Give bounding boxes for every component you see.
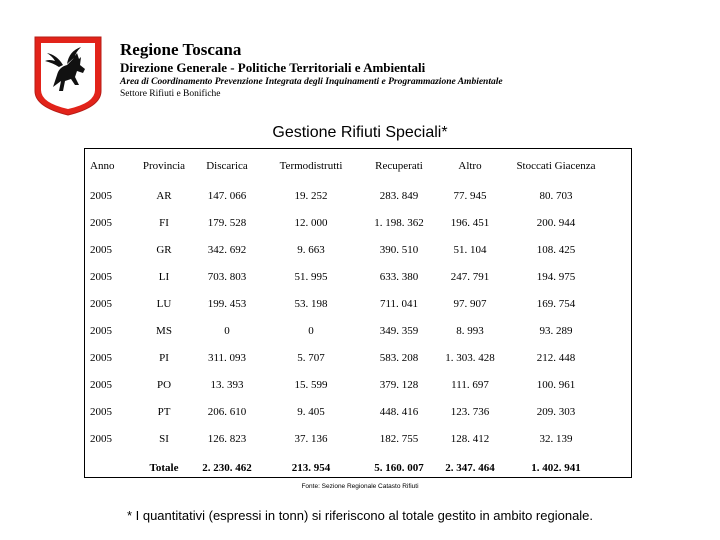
cell-provincia: AR [156,189,172,202]
column-header-anno: Anno [90,160,115,172]
cell-stoccati: 100. 961 [536,378,576,391]
cell-anno: 2005 [90,432,112,445]
cell-anno: 2005 [90,270,112,283]
total-recuperati: 5. 160. 007 [374,462,424,474]
cell-termodistrutti: 37. 136 [294,432,328,445]
waste-data-table [90,150,608,484]
table-row [90,344,608,371]
cell-altro: 123. 736 [450,405,490,418]
cell-provincia: PO [156,378,172,391]
cell-stoccati: 212. 448 [536,351,576,364]
cell-provincia: PT [157,405,171,418]
table-row [90,371,608,398]
cell-termodistrutti: 9. 405 [297,405,325,418]
table-row [90,263,608,290]
table-row [90,182,608,209]
cell-provincia: FI [159,216,169,229]
cell-termodistrutti: 53. 198 [294,297,328,310]
organization-header [120,40,700,100]
cell-stoccati: 108. 425 [536,243,576,256]
cell-altro: 97. 907 [453,297,487,310]
cell-provincia: LU [156,297,172,310]
cell-discarica: 703. 803 [207,270,247,283]
column-header-termodistrutti: Termodistrutti [279,160,343,172]
cell-anno: 2005 [90,405,112,418]
cell-recuperati: 1. 198. 362 [374,216,424,229]
column-header-recuperati: Recuperati [375,160,423,172]
cell-recuperati: 448. 416 [379,405,419,418]
cell-discarica: 147. 066 [207,189,247,202]
cell-stoccati: 32. 139 [539,432,573,445]
table-header-row [90,150,608,182]
cell-recuperati: 583. 208 [379,351,419,364]
cell-provincia: SI [159,432,169,445]
cell-discarica: 311. 093 [207,351,247,364]
cell-anno: 2005 [90,216,112,229]
total-label: Totale [149,462,179,474]
cell-altro: 1. 303. 428 [445,351,495,364]
cell-altro: 111. 697 [451,378,489,391]
table-row [90,236,608,263]
cell-altro: 77. 945 [453,189,487,202]
cell-empty [90,452,134,484]
cell-provincia: LI [158,270,170,283]
total-stoccati: 1. 402. 941 [531,462,581,474]
cell-altro: 51. 104 [453,243,487,256]
cell-stoccati: 80. 703 [539,189,573,202]
total-termodistrutti: 213. 954 [291,462,331,474]
cell-termodistrutti: 12. 000 [294,216,328,229]
cell-recuperati: 633. 380 [379,270,419,283]
table-row [90,209,608,236]
cell-recuperati: 283. 849 [379,189,419,202]
cell-discarica: 13. 393 [210,378,244,391]
cell-altro: 128. 412 [450,432,490,445]
cell-recuperati: 390. 510 [379,243,419,256]
cell-anno: 2005 [90,378,112,391]
table-row [90,317,608,344]
cell-termodistrutti: 5. 707 [297,351,325,364]
cell-stoccati: 200. 944 [536,216,576,229]
cell-recuperati: 349. 359 [379,324,419,337]
organization-name: Regione Toscana [120,40,242,59]
regione-toscana-logo [33,35,103,117]
cell-provincia: MS [156,324,172,337]
cell-altro: 196. 451 [450,216,490,229]
cell-anno: 2005 [90,243,112,256]
cell-altro: 247. 791 [450,270,490,283]
source-note: Fonte: Sezione Regionale Catasto Rifiuti [301,483,419,490]
sector-name: Settore Rifiuti e Bonifiche [120,89,221,99]
total-row [90,452,608,484]
column-header-provincia: Provincia [142,160,186,172]
cell-discarica: 179. 528 [207,216,247,229]
department-name: Direzione Generale - Politiche Territoriali e Ambientali [120,60,426,75]
cell-termodistrutti: 51. 995 [294,270,328,283]
cell-discarica: 206. 610 [207,405,247,418]
column-header-altro: Altro [458,160,482,172]
footnote: * I quantitativi (espressi in tonn) si riferiscono al totale gestito in ambito regionale. [126,508,594,523]
cell-stoccati: 93. 289 [539,324,573,337]
cell-recuperati: 379. 128 [379,378,419,391]
cell-discarica: 342. 692 [207,243,247,256]
coordination-area: Area di Coordinamento Prevenzione Integrata degli Inquinamenti e Programmazione Ambientale [120,77,503,87]
cell-provincia: GR [156,243,172,256]
cell-termodistrutti: 0 [308,324,314,337]
column-header-discarica: Discarica [206,160,248,172]
cell-stoccati: 194. 975 [536,270,576,283]
cell-anno: 2005 [90,324,112,337]
table-row [90,290,608,317]
cell-provincia: PI [159,351,169,364]
cell-anno: 2005 [90,297,112,310]
page-title: Gestione Rifiuti Speciali* [272,124,448,141]
cell-termodistrutti: 19. 252 [294,189,328,202]
table-row [90,425,608,452]
cell-termodistrutti: 9. 663 [297,243,325,256]
total-altro: 2. 347. 464 [445,462,495,474]
cell-discarica: 126. 823 [207,432,247,445]
column-header-stoccati-giacenza: Stoccati Giacenza [516,160,596,172]
cell-discarica: 0 [224,324,230,337]
cell-stoccati: 169. 754 [536,297,576,310]
cell-anno: 2005 [90,189,112,202]
cell-termodistrutti: 15. 599 [294,378,328,391]
total-discarica: 2. 230. 462 [202,462,252,474]
table-row [90,398,608,425]
cell-anno: 2005 [90,351,112,364]
cell-recuperati: 182. 755 [379,432,419,445]
cell-altro: 8. 993 [456,324,484,337]
cell-discarica: 199. 453 [207,297,247,310]
cell-recuperati: 711. 041 [379,297,419,310]
cell-stoccati: 209. 303 [536,405,576,418]
